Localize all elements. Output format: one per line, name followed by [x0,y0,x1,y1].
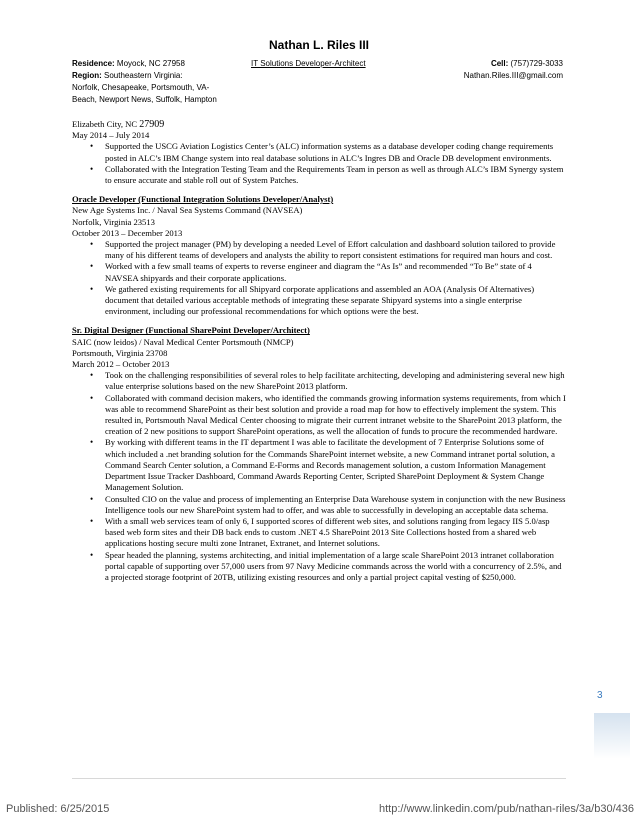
job1-dates: October 2013 – December 2013 [72,227,183,238]
page-number: 3 [597,690,603,701]
list-item: • With a small web services team of only 6, I supported scores of different web sites, and solutions ranging from legacy IIS 5.0/asp based web form sites and their DB back ends to custom .NET 4.5 SharePoint 2013 Site Collections hosted from a shared web applications hosting secure multi zone Intranet, Extranet, and Internet solutions. [105,516,566,550]
job2-bullets [72,370,566,583]
cell-value: (757)729-3033 [510,59,563,68]
job1-location: Norfolk, Virginia 23513 [72,216,155,227]
published-date: Published: 6/25/2015 [6,803,110,815]
job0-bullets [72,141,566,186]
list-item: • Spear headed the planning, systems architecting, and initial implementation of a large scale SharePoint 2013 intranet collaboration portal capable of supporting over 57,000 users from 97 Navy Medicine commands across the world with a concurrency of 2.5%, and a projected storage footprint of 20TB, utilizing existing resources and only a partial project capital vesting of $250,000. [105,550,566,584]
job2-dates: March 2012 – October 2013 [72,359,170,370]
region-line-3: Beach, Newport News, Suffolk, Hampton [72,95,217,104]
list-item: • Worked with a few small teams of experts to reverse engineer and diagram the “As Is” and recommended “To Be” state of 4 NAVSEA shipyards and their corporate applications. [105,261,566,283]
job2-location: Portsmouth, Virginia 23708 [72,347,168,358]
job1-bullets [72,239,566,317]
list-item: • Took on the challenging responsibilities of several roles to help facilitate architecting, developing and administering several new high value enterprise solutions based on the new SharePoint 2013 platform. [105,370,566,392]
region-value: Southeastern Virginia: [104,71,183,80]
list-item: • Supported the project manager (PM) by developing a needed Level of Effort calculation and dashboard solution tailored to provide many of his different teams of developers and analysts the ability to report consistent estimations for required man hours and cost. [105,239,566,261]
professional-title: IT Solutions Developer-Architect [251,59,366,68]
list-item: • Collaborated with the Integration Testing Team and the Requirements Team in person as well as through ALC’s IBM Synergy system to ensure accurate and stable roll out of System Patches. [105,164,566,186]
job2-company: SAIC (now leidos) / Naval Medical Center Portsmouth (NMCP) [72,336,294,347]
residence-block [72,58,217,106]
email-link[interactable]: Nathan.Riles.III@gmail.com [463,71,563,80]
job2-title: Sr. Digital Designer (Functional SharePoint Developer/Architect) [72,325,310,336]
job1-company: New Age Systems Inc. / Naval Sea Systems Command (NAVSEA) [72,205,303,216]
job1-title: Oracle Developer (Functional Integration Solutions Developer/Analyst) [72,194,334,205]
region-line-2: Norfolk, Chesapeake, Portsmouth, VA- [72,83,210,92]
job0-dates: May 2014 – July 2014 [72,130,150,141]
residence-value: Moyock, NC 27958 [116,59,185,68]
list-item: • Consulted CIO on the value and process of implementing an Enterprise Data Warehouse system in conjunction with the new Business Intelligence tools our new SharePoint system had to offer, and was able to successfully in developing an acceptable data schema. [105,494,566,516]
list-item: • Collaborated with command decision makers, who identified the commands growing information systems requirements, from which I was able to recommend SharePoint as their best solution and provide a road map for how to effectively implement the system. This resulted in, Portsmouth Naval Medical Center choosing to migrate their current intranet website to the SharePoint 2013 platform, the creation of 2 new positions to support SharePoint operations, as well the allocation of funds to procure the recommended hardware. [105,393,566,438]
list-item: • By working with different teams in the IT department I was able to facilitate the development of 7 Enterprise Solutions some of which included a .net branding solution for the Commands SharePoint internet website, a new Command intranet portal solution, a Command Search Center solution, a Command E-Forms and Records management solution, a custom Information Management Department Issue Tracker Dashboard, Command Awards Reporting Center, Scripted SharePoint Deployment & System Change Management Solution. [105,437,566,493]
job0-location: Elizabeth City, NC [72,119,138,129]
residence-label: Residence: [72,59,115,68]
list-item: • Supported the USCG Aviation Logistics Center’s (ALC) information systems as a database developer coding change requirements posted in ALC’s IBM Change system into real database solutions in ALC’s Ingres DB and Oracle DB development environments. [105,141,566,163]
cell-label: Cell: [490,59,509,68]
page-number-decoration [594,713,630,759]
contact-block [464,58,563,82]
list-item: • We gathered existing requirements for all Shipyard corporate applications and assembled an AOA (Analysis Of Alternatives) document that detailed various acceptable methods of integrating these separate Shipyard systems into a single enterprise environment, including our professional recommendations for which options were the best. [105,284,566,318]
resume-body [72,119,566,583]
footer-divider [72,778,566,779]
job0-zip: 27909 [139,119,165,130]
region-label: Region: [72,71,102,80]
resume-name: Nathan L. Riles III [268,38,370,52]
job0-location-line [72,119,566,130]
profile-url-link[interactable]: http://www.linkedin.com/pub/nathan-riles/3a/b30/436 [379,803,634,815]
